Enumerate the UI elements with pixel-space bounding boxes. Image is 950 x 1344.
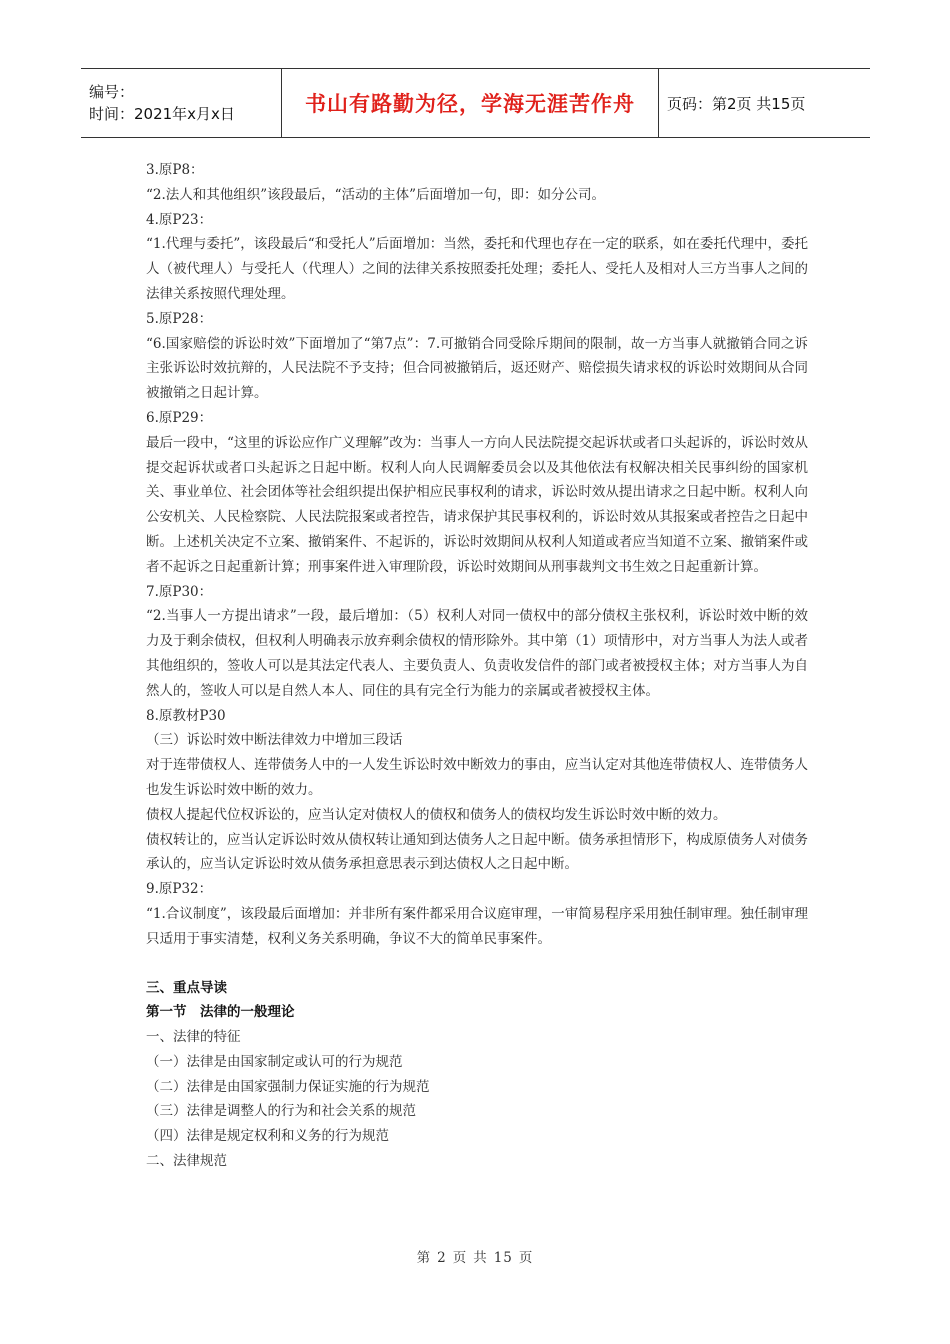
item-heading: 4.原P23：	[146, 211, 213, 228]
item-heading: 7.原P30：	[146, 583, 213, 600]
footer-di: 第	[416, 1250, 432, 1266]
item-paragraph: 债权转让的，应当认定诉讼时效从债权转让通知到达债务人之日起中断。债务承担情形下，构成原债务人对债务承认的，应当认定诉讼时效从债务承担意思表示到达债权人之日起中断。	[146, 831, 808, 873]
section-heading: 三、重点导读	[146, 979, 227, 996]
footer-ye2: 页	[518, 1250, 534, 1266]
header-meta	[81, 69, 282, 137]
outline-item: （三）法律是调整人的行为和社会关系的规范	[146, 1103, 416, 1120]
document-date-label: 时间：2021年x月x日	[89, 105, 235, 123]
header-motto: 书山有路勤为径，学海无涯苦作舟	[305, 92, 635, 116]
document-number-label: 编号：	[89, 83, 135, 101]
chapter-heading: 第一节 法律的一般理论	[146, 1004, 295, 1021]
outline-item: （四）法律是规定权利和义务的行为规范	[146, 1128, 389, 1145]
footer-gong: 共	[473, 1250, 488, 1266]
section-spacer	[146, 952, 808, 976]
item-heading: 3.原P8：	[146, 162, 204, 178]
item-paragraph: “6.国家赔偿的诉讼时效”下面增加了“第7点”：7.可撤销合同受除斥期间的限制，故一方当事人就撤销合同之诉主张诉讼时效抗辩的，人民法院不予支持；但合同被撤销后，返还财产、赔偿损失请求权的诉讼时效期间从合同被撤销之日起计算。	[146, 335, 808, 402]
document-body	[146, 158, 808, 1174]
footer-total-pages: 15	[493, 1250, 513, 1266]
item-paragraph: “1.合议制度”，该段最后面增加：并非所有案件都采用合议庭审理，一审简易程序采用独任制审理。独任制审理只适用于事实清楚，权利义务关系明确，争议不大的简单民事案件。	[146, 905, 808, 947]
outline-item: （一）法律是由国家制定或认可的行为规范	[146, 1053, 403, 1070]
page-footer	[0, 1246, 950, 1266]
footer-page-number: 2	[437, 1250, 447, 1266]
footer-ye: 页	[452, 1250, 468, 1266]
header-motto-cell	[282, 69, 659, 137]
item-paragraph: 对于连带债权人、连带债务人中的一人发生诉讼时效中断效力的事由，应当认定对其他连带债权人、连带债务人也发生诉讼时效中断的效力。	[146, 757, 808, 798]
outline-item: 一、法律的特征	[146, 1029, 241, 1046]
item-heading: 5.原P28：	[146, 310, 213, 327]
item-heading: 6.原P29：	[146, 409, 213, 426]
item-heading: 8.原教材P30	[146, 707, 226, 724]
header-page-label: 页码：第2页 共15页	[667, 94, 806, 113]
item-paragraph: “1.代理与委托”，该段最后“和受托人”后面增加：当然，委托和代理也存在一定的联系，如在委托代理中，委托人（被代理人）与受托人（代理人）之间的法律关系按照委托处理；委托人、受托人及相对人三方当事人之间的法律关系按照代理处理。	[146, 236, 808, 302]
item-paragraph: “2.当事人一方提出请求”一段，最后增加：（5）权利人对同一债权中的部分债权主张权利，诉讼时效中断的效力及于剩余债权，但权利人明确表示放弃剩余债权的情形除外。其中第（1）项情形中，对方当事人为法人或者其他组织的，签收人可以是其法定代表人、主要负责人、负责收发信件的部门或者被授权主体；对方当事人为自然人的，签收人可以是自然人本人、同住的具有完全行为能力的亲属或者被授权主体。	[146, 608, 808, 699]
item-subheading: （三）诉讼时效中断法律效力中增加三段话	[146, 732, 403, 749]
item-paragraph: “2.法人和其他组织”该段最后，“活动的主体”后面增加一句，即：如分公司。	[146, 186, 605, 203]
page-header	[81, 68, 870, 138]
item-heading: 9.原P32：	[146, 881, 213, 898]
outline-item: 二、法律规范	[146, 1153, 227, 1170]
header-page-cell	[659, 69, 870, 137]
item-paragraph: 债权人提起代位权诉讼的，应当认定对债权人的债权和债务人的债权均发生诉讼时效中断的效力。	[146, 806, 727, 823]
outline-item: （二）法律是由国家强制力保证实施的行为规范	[146, 1078, 430, 1095]
item-paragraph: 最后一段中，“这里的诉讼应作广义理解”改为：当事人一方向人民法院提交起诉状或者口头起诉的，诉讼时效从提交起诉状或者口头起诉之日起中断。权利人向人民调解委员会以及其他依法有权解决相关民事纠纷的国家机关、事业单位、社会团体等社会组织提出保护相应民事权利的请求，诉讼时效从提出请求之日起中断。权利人向公安机关、人民检察院、人民法院报案或者控告，请求保护其民事权利的，诉讼时效从其报案或者控告之日起中断。上述机关决定不立案、撤销案件、不起诉的，诉讼时效期间从权利人知道或者应当知道不立案、撤销案件或者不起诉之日起重新计算；刑事案件进入审理阶段，诉讼时效期间从刑事裁判文书生效之日起重新计算。	[146, 434, 808, 575]
